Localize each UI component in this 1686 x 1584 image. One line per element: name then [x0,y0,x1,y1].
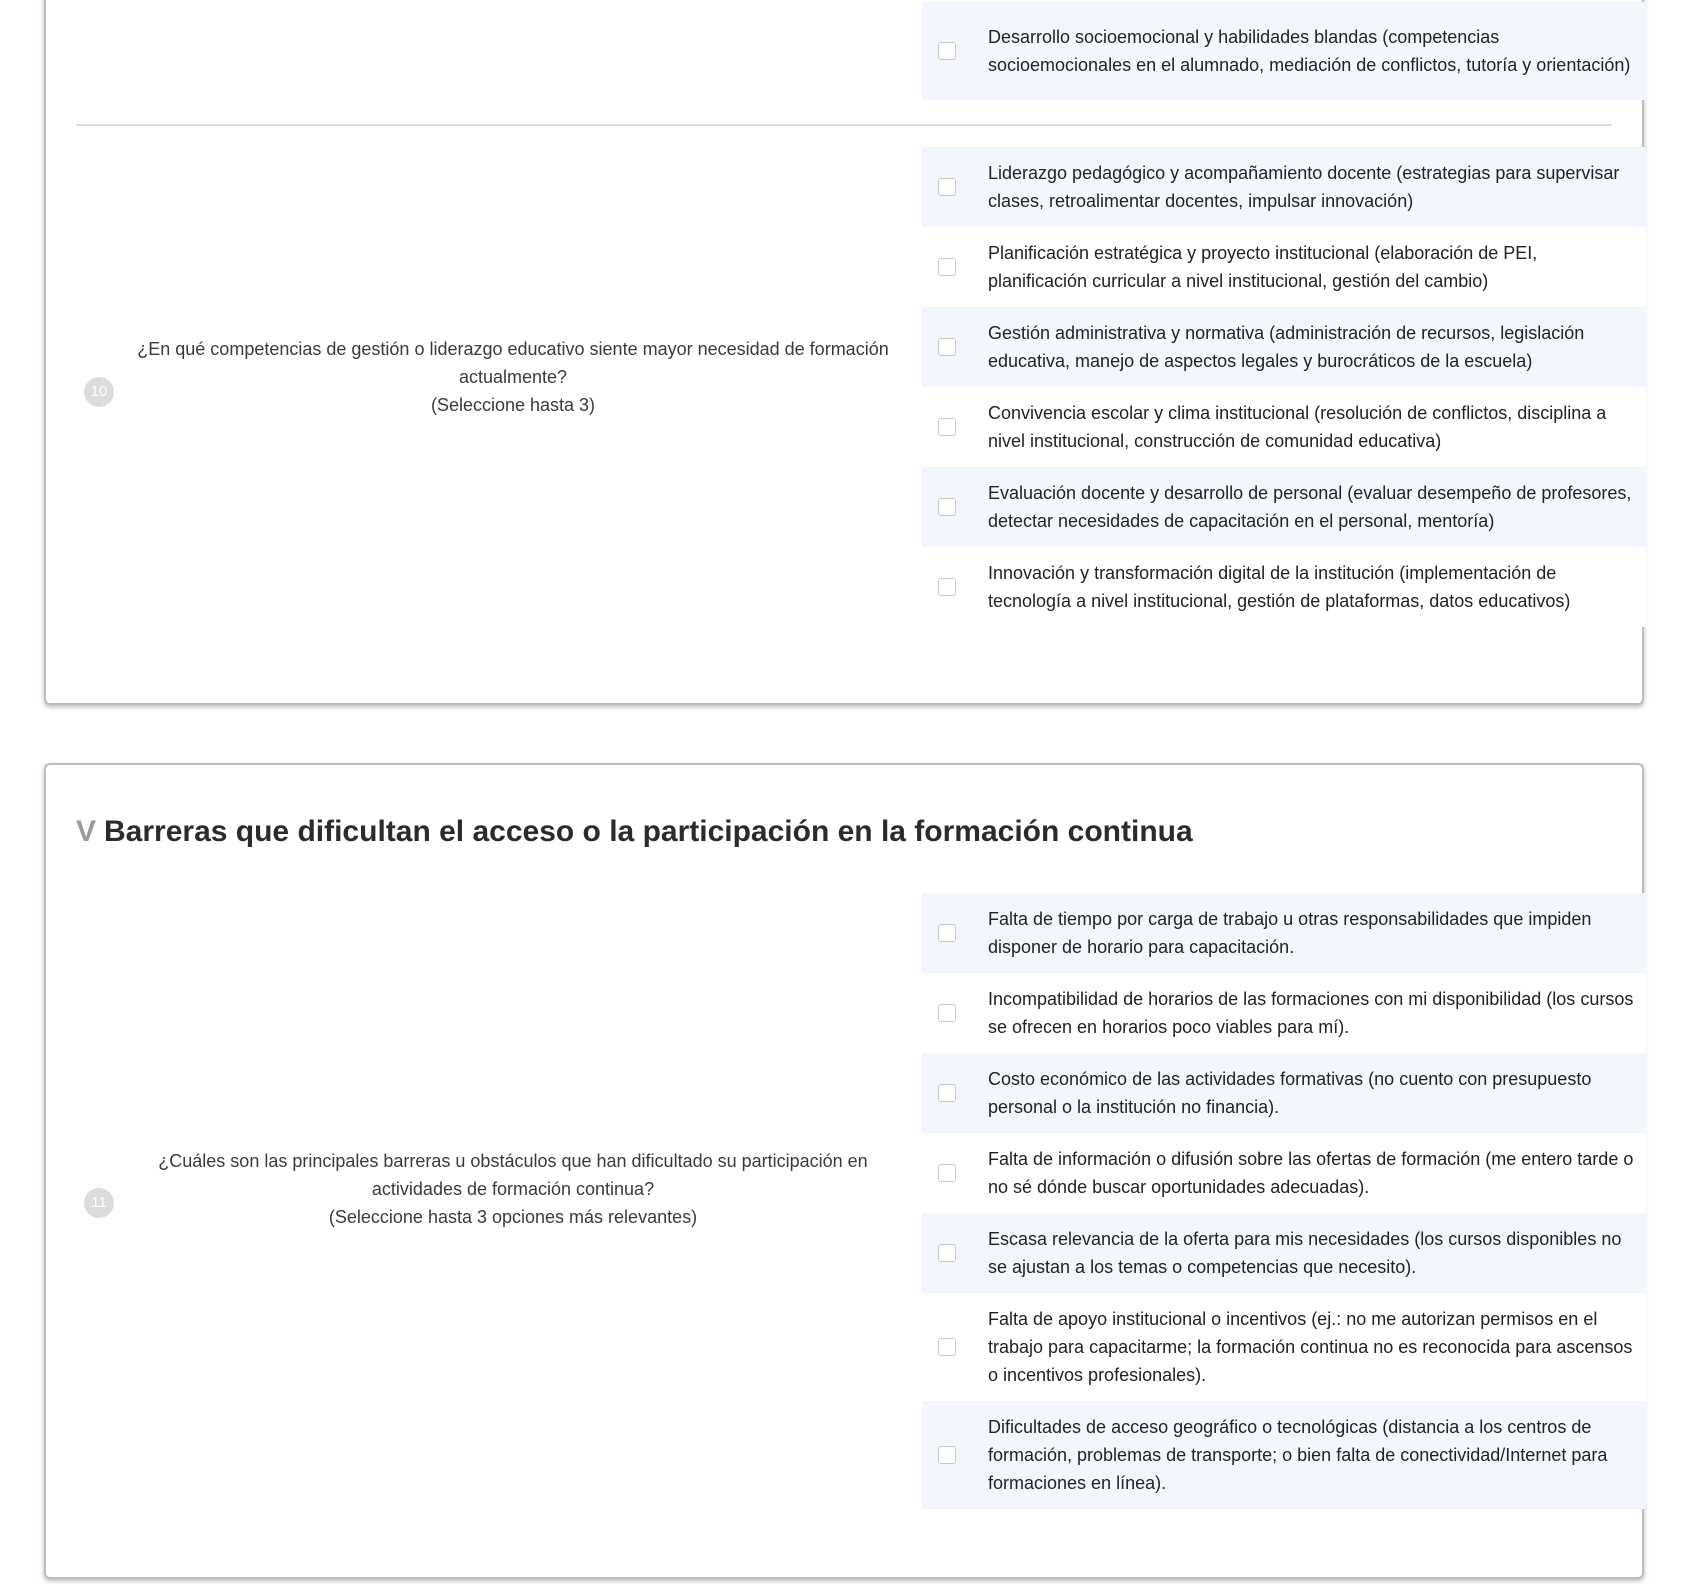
option-label: Innovación y transformación digital de la institución (implementación de tecnología a nivel institucional, gestión de plataformas, datos educativos) [988,563,1571,611]
option-label: Dificultades de acceso geográfico o tecnológicas (distancia a los centros de formación, problemas de transporte; o bien falta de conectividad/Internet para formaciones en línea). [988,1417,1608,1493]
option-costo-economico[interactable] [922,1053,1646,1133]
question-11-header [76,893,890,1513]
checkbox[interactable] [938,258,956,276]
option-falta-tiempo[interactable] [922,893,1646,973]
option-innovacion-digital[interactable] [922,547,1646,627]
option-label: Desarrollo socioemocional y habilidades blandas (competencias socioemocionales en el alumnado, mediación de conflictos, tutoría y orientación) [988,27,1631,75]
question-10-options [922,147,1646,627]
survey-section-card [44,763,1644,1579]
option-label: Falta de información o difusión sobre las ofertas de formación (me entero tarde o no sé dónde buscar oportunidades adecuadas). [988,1149,1634,1197]
option-label: Escasa relevancia de la oferta para mis necesidades (los cursos disponibles no se ajustan a los temas o competencias que necesito). [988,1229,1622,1277]
survey-section-card [44,0,1644,705]
option-label: Evaluación docente y desarrollo de personal (evaluar desempeño de profesores, detectar necesidades de capacitación en el personal, mentoría) [988,483,1632,531]
option-label: Costo económico de las actividades formativas (no cuento con presupuesto personal o la institución no financia). [988,1069,1592,1117]
checkbox[interactable] [938,1004,956,1022]
question-hint: (Seleccione hasta 3 opciones más relevantes) [328,1207,698,1227]
section-number: V [76,815,97,848]
option-incompatibilidad-horarios[interactable] [922,973,1646,1053]
question-9-tail [76,2,1631,100]
checkbox[interactable] [938,578,956,596]
option-label: Convivencia escolar y clima institucional (resolución de conflictos, disciplina a nivel institucional, construcción de comunidad educativa) [988,403,1607,451]
option-dificultades-acceso[interactable] [922,1401,1646,1509]
question-10-header [76,147,890,627]
checkbox[interactable] [938,418,956,436]
question-prompt: ¿En qué competencias de gestión o liderazgo educativo siente mayor necesidad de formación actualmente? [137,339,889,387]
question-11-options [922,893,1646,1509]
question-prompt: ¿Cuáles son las principales barreras u obstáculos que han dificultado su participación en actividades de formación continua? [158,1151,868,1199]
checkbox[interactable] [938,1338,956,1356]
option-falta-apoyo-institucional[interactable] [922,1293,1646,1401]
option-label: Incompatibilidad de horarios de las formaciones con mi disponibilidad (los cursos se ofrecen en horarios poco viables para mí). [988,989,1634,1037]
option-label: Planificación estratégica y proyecto institucional (elaboración de PEI, planificación curricular a nivel institucional, gestión del cambio) [988,243,1538,291]
checkbox[interactable] [938,1084,956,1102]
option-evaluacion-docente[interactable] [922,467,1646,547]
option-falta-informacion[interactable] [922,1133,1646,1213]
option-escasa-relevancia[interactable] [922,1213,1646,1293]
checkbox[interactable] [938,1164,956,1182]
checkbox[interactable] [938,1446,956,1464]
question-11 [76,893,1634,1513]
checkbox[interactable] [938,498,956,516]
checkbox[interactable] [938,42,956,60]
option-planificacion-estrategica[interactable] [922,227,1646,307]
option-gestion-administrativa[interactable] [922,307,1646,387]
question-11-text [136,1147,890,1231]
question-divider [76,124,1612,126]
question-number-badge: 11 [84,1188,114,1218]
option-liderazgo-pedagogico[interactable] [922,147,1646,227]
option-label: Falta de tiempo por carga de trabajo u otras responsabilidades que impiden disponer de horario para capacitación. [988,909,1592,957]
option-label: Liderazgo pedagógico y acompañamiento docente (estrategias para supervisar clases, retroalimentar docentes, impulsar innovación) [988,163,1620,211]
option-label: Falta de apoyo institucional o incentivos (ej.: no me autorizan permisos en el trabajo para capacitarme; la formación continua no es reconocida para ascensos o incentivos profesionales). [988,1309,1633,1385]
question-number-badge: 10 [84,377,114,407]
option-convivencia-escolar[interactable] [922,387,1646,467]
section-title [76,815,1193,849]
question-hint: (Seleccione hasta 3) [430,395,596,415]
question-9-options [922,2,1646,100]
option-q9-socioemocional[interactable] [922,2,1646,100]
question-10-text [136,335,890,419]
section-title-text: Barreras que dificultan el acceso o la participación en la formación continua [104,815,1193,848]
checkbox[interactable] [938,178,956,196]
question-10 [76,147,1632,627]
checkbox[interactable] [938,1244,956,1262]
checkbox[interactable] [938,338,956,356]
option-label: Gestión administrativa y normativa (administración de recursos, legislación educativa, manejo de aspectos legales y burocráticos de la escuela) [988,323,1585,371]
checkbox[interactable] [938,924,956,942]
